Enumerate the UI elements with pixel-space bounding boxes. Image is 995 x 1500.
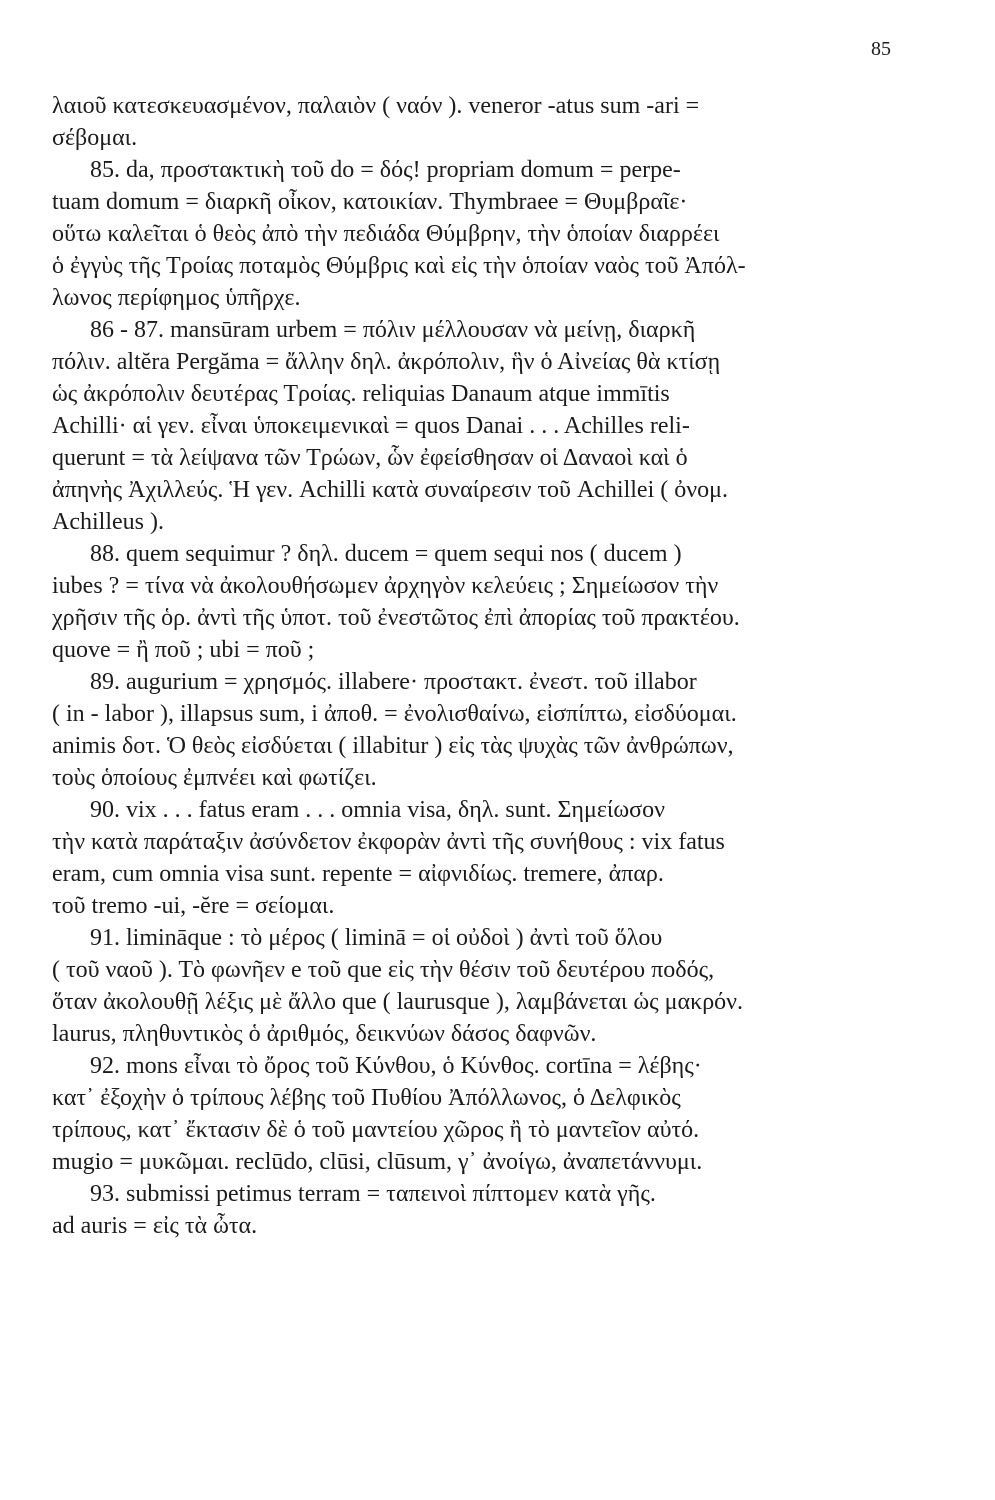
text-line: ὅταν ἀκολουθῇ λέξις μὲ ἄλλο que ( laurusque ), λαμβάνεται ὡς μακρόν. — [52, 989, 744, 1015]
text-line: πόλιν. altĕra Pergăma = ἄλλην δηλ. ἀκρόπολιν, ἣν ὁ Αἰνείας θὰ κτίσῃ — [52, 349, 721, 375]
text-line: τοῦ tremo -ui, -ĕre = σείομαι. — [52, 893, 335, 919]
text-line: χρῆσιν τῆς ὁρ. ἀντὶ τῆς ὑποτ. τοῦ ἐνεστῶτος ἐπὶ ἀπορίας τοῦ πρακτέου. — [52, 605, 740, 631]
text-line: ἀπηνὴς Ἀχιλλεύς. Ἡ γεν. Achilli κατὰ συναίρεσιν τοῦ Achillei ( ὀνομ. — [52, 477, 728, 503]
text-line: 92. mons εἶναι τὸ ὄρος τοῦ Κύνθου, ὁ Κύνθος. cortīna = λέβης· — [90, 1053, 702, 1079]
text-line: κατ᾽ ἐξοχὴν ὁ τρίπους λέβης τοῦ Πυθίου Ἀπόλλωνος, ὁ Δελφικὸς — [52, 1085, 681, 1111]
text-line: λωνος περίφημος ὑπῆρχε. — [52, 285, 301, 311]
text-line: ad auris = εἰς τὰ ὦτα. — [52, 1213, 258, 1239]
page-number: 85 — [871, 38, 891, 60]
text-line: ( τοῦ ναοῦ ). Τὸ φωνῆεν e τοῦ que εἰς τὴν θέσιν τοῦ δευτέρου ποδός, — [52, 957, 715, 983]
text-line: 90. vix . . . fatus eram . . . omnia visa, δηλ. sunt. Σημείωσον — [90, 797, 665, 823]
text-line: mugio = μυκῶμαι. reclūdo, clūsi, clūsum, γ᾽ ἀνοίγω, ἀναπετάννυμι. — [52, 1149, 703, 1175]
text-line: ὁ ἐγγὺς τῆς Τροίας ποταμὸς Θύμβρις καὶ εἰς τὴν ὁποίαν ναὸς τοῦ Ἀπόλ- — [52, 253, 746, 279]
text-line: 85. da, προστακτικὴ τοῦ do = δός! propriam domum = perpe- — [90, 157, 681, 183]
text-line: iubes ? = τίνα νὰ ἀκολουθήσωμεν ἀρχηγὸν κελεύεις ; Σημείωσον τὴν — [52, 573, 719, 599]
text-line: Achilli· αἱ γεν. εἶναι ὑποκειμενικαὶ = quos Danai . . . Achilles reli- — [52, 413, 690, 439]
text-line: 88. quem sequimur ? δηλ. ducem = quem sequi nos ( ducem ) — [90, 541, 682, 567]
text-line: ( in - labor ), illapsus sum, i ἀποθ. = ἐνολισθαίνω, εἰσπίπτω, εἰσδύομαι. — [52, 701, 737, 727]
text-line: tuam domum = διαρκῆ οἶκον, κατοικίαν. Thymbraee = Θυμβραῖε· — [52, 189, 688, 215]
text-line: animis δοτ. Ὁ θεὸς εἰσδύεται ( illabitur ) εἰς τὰς ψυχὰς τῶν ἀνθρώπων, — [52, 733, 734, 759]
text-line: τοὺς ὁποίους ἐμπνέει καὶ φωτίζει. — [52, 765, 377, 791]
text-line: τὴν κατὰ παράταξιν ἀσύνδετον ἐκφορὰν ἀντὶ τῆς συνήθους : vix fatus — [52, 829, 725, 855]
commentary-text — [52, 90, 896, 1242]
text-line: Achilleus ). — [52, 509, 164, 535]
text-line: querunt = τὰ λείψανα τῶν Τρώων, ὧν ἐφείσθησαν οἱ Δαναοὶ καὶ ὁ — [52, 445, 688, 471]
text-line: laurus, πληθυντικὸς ὁ ἀριθμός, δεικνύων δάσος δαφνῶν. — [52, 1021, 597, 1047]
text-line: τρίπους, κατ᾽ ἔκτασιν δὲ ὁ τοῦ μαντείου χῶρος ἢ τὸ μαντεῖον αὐτό. — [52, 1117, 700, 1143]
text-line: 91. limināque : τὸ μέρος ( liminā = οἱ οὐδοὶ ) ἀντὶ τοῦ ὅλου — [90, 925, 663, 951]
text-line: 89. augurium = χρησμός. illabere· προστακτ. ἐνεστ. τοῦ illabor — [90, 669, 697, 695]
text-line: 93. submissi petimus terram = ταπεινοὶ πίπτομεν κατὰ γῆς. — [90, 1181, 656, 1207]
text-line: λαιοῦ κατεσκευασμένον, παλαιὸν ( ναόν ). veneror -atus sum -ari = — [52, 93, 700, 119]
text-line: οὕτω καλεῖται ὁ θεὸς ἀπὸ τὴν πεδιάδα Θύμβρην, τὴν ὁποίαν διαρρέει — [52, 221, 720, 247]
text-line: 86 - 87. mansūram urbem = πόλιν μέλλουσαν νὰ μείνῃ, διαρκῆ — [90, 317, 696, 343]
text-line: σέβομαι. — [52, 125, 138, 151]
text-line: ὡς ἀκρόπολιν δευτέρας Τροίας. reliquias Danaum atque immītis — [52, 381, 670, 407]
text-line: eram, cum omnia visa sunt. repente = αἰφνιδίως. tremere, ἀπαρ. — [52, 861, 664, 887]
text-line: quove = ἢ ποῦ ; ubi = ποῦ ; — [52, 637, 315, 663]
